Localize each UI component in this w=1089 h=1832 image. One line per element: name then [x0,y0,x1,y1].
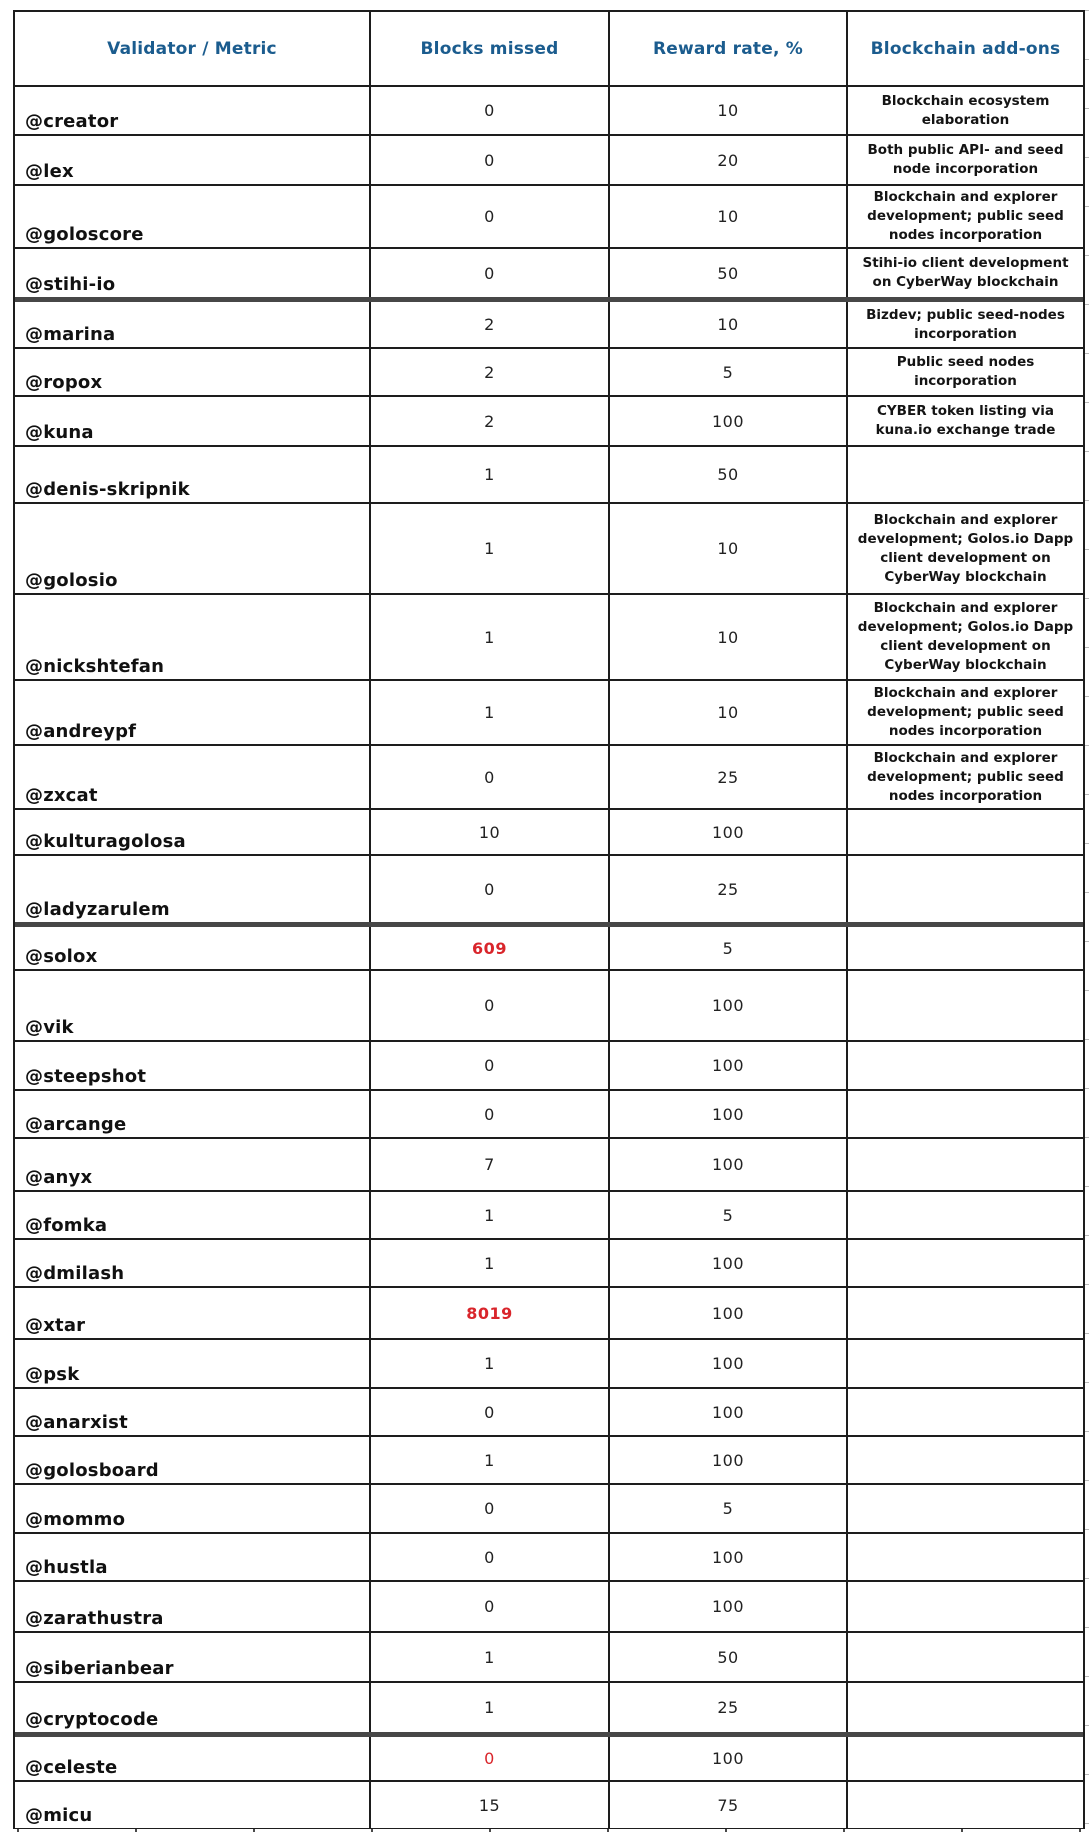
reward-rate-value: 25 [610,856,848,922]
validator-name: @anarxist [15,1389,371,1435]
blockchain-addons-text [848,1683,1083,1732]
validator-name: @kulturagolosa [15,810,371,854]
blockchain-addons-text [848,927,1083,969]
table-row [15,808,1083,854]
blocks-missed-value: 0 [371,1042,610,1089]
validator-name: @psk [15,1340,371,1387]
validator-name: @ladyzarulem [15,856,371,922]
validator-name: @fomka [15,1192,371,1238]
table-row [15,1089,1083,1137]
blockchain-addons-text [848,1340,1083,1387]
table-row [15,502,1083,593]
header-blocks-missed: Blocks missed [371,12,610,85]
blockchain-addons-text [848,1240,1083,1286]
blocks-missed-value: 0 [371,249,610,297]
validator-name: @golosio [15,504,371,593]
reward-rate-value: 100 [610,1389,848,1435]
validator-name: @zxcat [15,746,371,808]
validator-name: @xtar [15,1288,371,1338]
validator-name: @andreypf [15,681,371,744]
table-row [15,1338,1083,1387]
reward-rate-value: 100 [610,1288,848,1338]
blockchain-addons-text: Stihi-io client development on CyberWay blockchain [862,255,1069,290]
validators-table [13,10,1085,1830]
blockchain-addons-text [848,1782,1083,1828]
validator-name: @micu [15,1782,371,1828]
table-row [15,1435,1083,1483]
validator-name: @mommo [15,1485,371,1532]
blockchain-addons-text [848,1389,1083,1435]
blocks-missed-value: 1 [371,1192,610,1238]
validator-name: @lex [15,136,371,184]
blockchain-addons-text [848,1437,1083,1483]
table-row [15,854,1083,922]
reward-rate-value: 50 [610,447,848,502]
table-row [15,1286,1083,1338]
table-row [15,1137,1083,1190]
header-validator-metric: Validator / Metric [15,12,371,85]
table-row [15,247,1083,297]
validator-name: @zarathustra [15,1582,371,1631]
header-blockchain-addons: Blockchain add-ons [870,38,1061,59]
table-row [15,1387,1083,1435]
blocks-missed-value: 1 [371,1340,610,1387]
table-row [15,679,1083,744]
reward-rate-value: 25 [610,1683,848,1732]
blockchain-addons-text: Blockchain ecosystem elaboration [881,92,1050,128]
blockchain-addons-text: Blockchain and explorer development; public seed nodes incorporation [867,749,1064,804]
header-reward-rate: Reward rate, % [610,12,848,85]
table-row [15,744,1083,808]
table-row [15,347,1083,395]
table-row [15,134,1083,184]
table-row [15,297,1083,347]
blocks-missed-value: 1 [371,681,610,744]
table-row [15,1580,1083,1631]
reward-rate-value: 100 [610,397,848,445]
validator-name: @marina [15,302,371,347]
blocks-missed-value: 609 [371,927,610,969]
blockchain-addons-text [848,810,1083,854]
blocks-missed-value: 0 [371,1737,610,1780]
reward-rate-value: 10 [610,87,848,134]
blockchain-addons-text [848,1633,1083,1681]
table-row [15,395,1083,445]
validator-name: @dmilash [15,1240,371,1286]
blocks-missed-value: 2 [371,349,610,395]
table-row [15,1780,1083,1828]
reward-rate-value: 100 [610,810,848,854]
reward-rate-value: 100 [610,1582,848,1631]
reward-rate-value: 20 [610,136,848,184]
blocks-missed-value: 1 [371,595,610,679]
table-row [15,1190,1083,1238]
blocks-missed-value: 0 [371,1485,610,1532]
table-row [15,1483,1083,1532]
table-row [15,1040,1083,1089]
validator-name: @ropox [15,349,371,395]
reward-rate-value: 100 [610,1534,848,1580]
reward-rate-value: 50 [610,1633,848,1681]
blockchain-addons-text: Both public API- and seed node incorporation [867,142,1064,177]
reward-rate-value: 10 [610,302,848,347]
validator-name: @siberianbear [15,1633,371,1681]
validator-name: @hustla [15,1534,371,1580]
table-row [15,445,1083,502]
validator-name: @stihi-io [15,249,371,297]
reward-rate-value: 10 [610,504,848,593]
validator-name: @kuna [15,397,371,445]
blockchain-addons-text [848,1091,1083,1137]
blocks-missed-value: 0 [371,856,610,922]
blocks-missed-value: 2 [371,302,610,347]
table-row [15,1631,1083,1681]
table-header-row [15,12,1083,85]
blockchain-addons-text: Bizdev; public seed-nodes incorporation [866,306,1065,342]
blockchain-addons-text [848,1534,1083,1580]
reward-rate-value: 75 [610,1782,848,1828]
blockchain-addons-text: Blockchain and explorer development; Golos.io Dapp client development on CyberWay blockchain [857,511,1074,585]
blocks-missed-value: 0 [371,87,610,134]
blocks-missed-value: 15 [371,1782,610,1828]
blockchain-addons-text: Blockchain and explorer development; public seed nodes incorporation [867,189,1064,243]
blocks-missed-value: 0 [371,136,610,184]
table-row [15,85,1083,134]
validator-name: @cryptocode [15,1683,371,1732]
validator-name: @nickshtefan [15,595,371,679]
reward-rate-value: 5 [610,927,848,969]
blocks-missed-value: 0 [371,1582,610,1631]
blocks-missed-value: 0 [371,1389,610,1435]
reward-rate-value: 5 [610,1192,848,1238]
reward-rate-value: 100 [610,1139,848,1190]
reward-rate-value: 100 [610,1091,848,1137]
table-row [15,922,1083,969]
reward-rate-value: 10 [610,595,848,679]
reward-rate-value: 100 [610,1340,848,1387]
validator-name: @solox [15,927,371,969]
blockchain-addons-text [848,1042,1083,1089]
blocks-missed-value: 0 [371,186,610,247]
validator-name: @golosboard [15,1437,371,1483]
blockchain-addons-text [848,971,1083,1040]
blockchain-addons-text [848,1139,1083,1190]
blockchain-addons-text [848,1485,1083,1532]
reward-rate-value: 25 [610,746,848,808]
table-row [15,593,1083,679]
reward-rate-value: 100 [610,1737,848,1780]
blockchain-addons-text: Public seed nodes incorporation [896,354,1035,389]
blocks-missed-value: 1 [371,504,610,593]
right-edge-gridlines [1085,10,1089,1830]
reward-rate-value: 100 [610,971,848,1040]
blockchain-addons-text: Blockchain and explorer development; Golos.io Dapp client development on CyberWay blockchain [857,600,1074,673]
table-row [15,1732,1083,1780]
reward-rate-value: 100 [610,1240,848,1286]
reward-rate-value: 5 [610,349,848,395]
validator-name: @steepshot [15,1042,371,1089]
reward-rate-value: 5 [610,1485,848,1532]
reward-rate-value: 100 [610,1042,848,1089]
blocks-missed-value: 1 [371,1633,610,1681]
blocks-missed-value: 1 [371,447,610,502]
blockchain-addons-text: Blockchain and explorer development; public seed nodes incorporation [867,685,1064,739]
blockchain-addons-text: CYBER token listing via kuna.io exchange trade [875,403,1056,438]
blocks-missed-value: 10 [371,810,610,854]
blocks-missed-value: 2 [371,397,610,445]
table-row [15,184,1083,247]
validator-name: @anyx [15,1139,371,1190]
blocks-missed-value: 0 [371,746,610,808]
blocks-missed-value: 1 [371,1683,610,1732]
reward-rate-value: 100 [610,1437,848,1483]
table-row [15,1532,1083,1580]
blocks-missed-value: 0 [371,971,610,1040]
table-row [15,969,1083,1040]
reward-rate-value: 10 [610,681,848,744]
validator-name: @creator [15,87,371,134]
reward-rate-value: 10 [610,186,848,247]
blockchain-addons-text [848,1192,1083,1238]
validator-name: @celeste [15,1737,371,1780]
blocks-missed-value: 8019 [371,1288,610,1338]
validator-name: @denis-skripnik [15,447,371,502]
blocks-missed-value: 0 [371,1091,610,1137]
reward-rate-value: 50 [610,249,848,297]
blocks-missed-value: 1 [371,1437,610,1483]
validator-name: @arcange [15,1091,371,1137]
validator-name: @vik [15,971,371,1040]
blocks-missed-value: 7 [371,1139,610,1190]
blockchain-addons-text [848,1582,1083,1631]
blocks-missed-value: 0 [371,1534,610,1580]
table-row [15,1238,1083,1286]
table-row [15,1681,1083,1732]
validator-name: @goloscore [15,186,371,247]
blocks-missed-value: 1 [371,1240,610,1286]
blockchain-addons-text [848,1288,1083,1338]
blockchain-addons-text [848,447,1083,502]
blockchain-addons-text [848,856,1083,922]
blockchain-addons-text [848,1737,1083,1780]
